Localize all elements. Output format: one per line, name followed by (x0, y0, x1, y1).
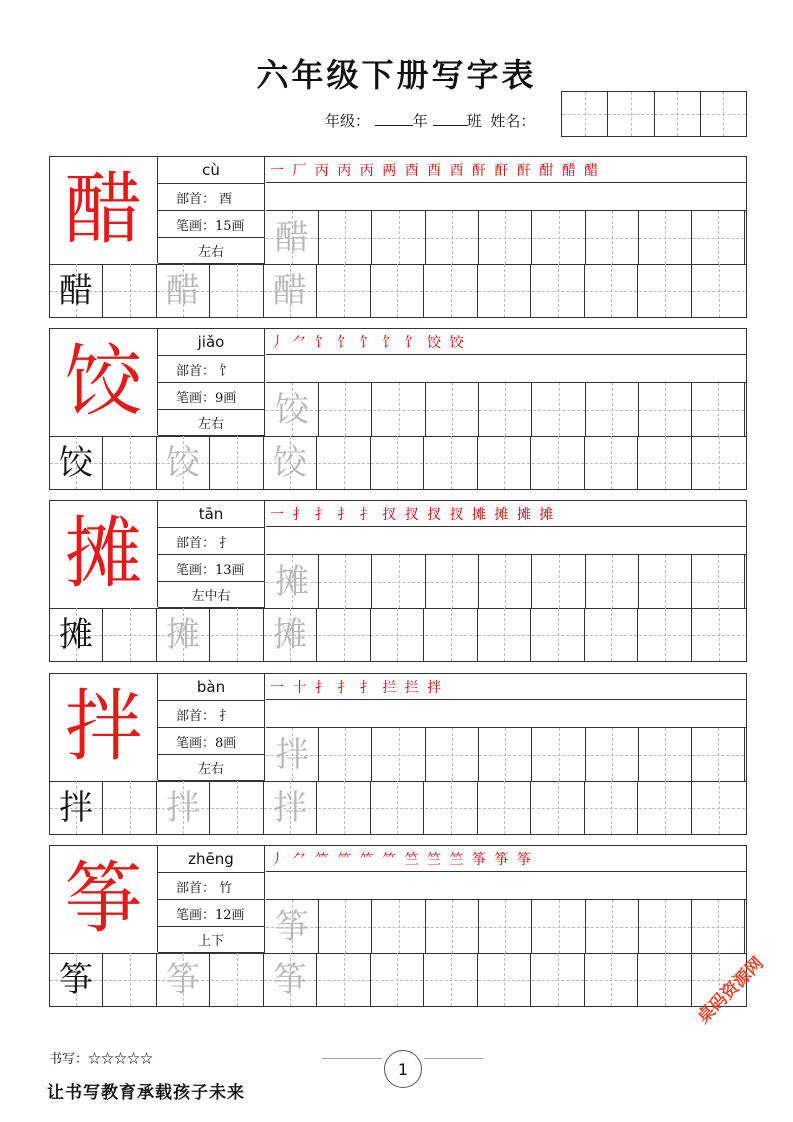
stroke-order: 一 厂 丙 丙 丙 两 酉 酉 酉 酐 酐 酐 酣 醋 醋 (266, 157, 746, 183)
practice-cell[interactable] (586, 555, 639, 608)
practice-cell[interactable] (426, 211, 479, 264)
practice-cell[interactable] (639, 264, 692, 317)
practice-cell[interactable] (478, 781, 531, 834)
trace-character: 饺 (166, 442, 200, 483)
practice-cell[interactable] (479, 211, 532, 264)
class-label: 班 (466, 112, 482, 130)
practice-cell[interactable] (533, 728, 586, 781)
class-blank[interactable] (433, 111, 467, 126)
practice-cell[interactable] (585, 781, 638, 834)
practice-cell[interactable] (533, 555, 586, 608)
sample-character: 拌 (59, 787, 93, 828)
model-character: 筝 (64, 854, 143, 944)
practice-cell[interactable] (264, 953, 317, 1006)
practice-cell[interactable] (157, 436, 210, 489)
stroke-count: 笔画：12画 (158, 900, 265, 927)
practice-cell[interactable] (319, 555, 372, 608)
practice-cell[interactable] (533, 211, 586, 264)
trace-character: 拌 (273, 787, 307, 828)
practice-cell[interactable] (639, 728, 692, 781)
practice-cell[interactable] (373, 900, 426, 953)
model-character: 拌 (64, 682, 143, 772)
practice-cell[interactable] (319, 383, 372, 436)
practice-cell[interactable] (425, 264, 478, 317)
pinyin: tān (158, 501, 265, 528)
pinyin: zhēng (158, 846, 265, 873)
practice-cell[interactable] (266, 728, 319, 781)
character-block (49, 328, 747, 490)
practice-cell[interactable] (104, 608, 157, 661)
practice-cell[interactable] (639, 953, 692, 1006)
practice-cell[interactable] (533, 900, 586, 953)
practice-cell[interactable] (585, 264, 638, 317)
practice-cell[interactable] (157, 608, 210, 661)
practice-cell[interactable] (211, 953, 264, 1006)
trace-character: 拌 (275, 734, 309, 775)
stroke-count: 笔画：13画 (158, 555, 265, 582)
practice-cell[interactable] (319, 211, 372, 264)
structure: 左中右 (158, 582, 265, 608)
practice-cell[interactable] (371, 436, 424, 489)
practice-cell[interactable] (371, 264, 424, 317)
structure: 左右 (158, 238, 265, 264)
practice-cell[interactable] (157, 953, 210, 1006)
sample-character: 摊 (59, 614, 93, 655)
practice-cell[interactable] (371, 781, 424, 834)
student-info (325, 110, 535, 131)
practice-cell[interactable] (479, 555, 532, 608)
practice-cell[interactable] (479, 728, 532, 781)
blank-row (266, 528, 746, 555)
practice-cell[interactable] (692, 211, 745, 264)
practice-cell[interactable] (264, 781, 317, 834)
practice-cell[interactable] (692, 728, 745, 781)
practice-cell[interactable] (425, 781, 478, 834)
page-title: 六年级下册写字表 (256, 56, 537, 94)
practice-cell[interactable] (639, 211, 692, 264)
practice-cell[interactable] (104, 781, 157, 834)
practice-cell[interactable] (692, 608, 745, 661)
trace-character: 摊 (275, 561, 309, 602)
model-character-cell (50, 674, 158, 780)
practice-cell[interactable] (532, 608, 585, 661)
practice-cell[interactable] (426, 900, 479, 953)
structure: 上下 (158, 927, 265, 953)
page-number: 1 (384, 1050, 422, 1088)
practice-cell[interactable] (478, 264, 531, 317)
practice-cell[interactable] (639, 781, 692, 834)
year-label: 年 (412, 112, 428, 130)
practice-cell[interactable] (50, 781, 103, 834)
grade-blank[interactable] (375, 111, 413, 126)
practice-cell[interactable] (319, 728, 372, 781)
practice-cell[interactable] (373, 383, 426, 436)
practice-cell[interactable] (373, 555, 426, 608)
practice-cell[interactable] (585, 608, 638, 661)
blank-row (266, 184, 746, 211)
stroke-order: 一 十 扌 扌 扌 拦 拦 拌 (266, 674, 746, 700)
pinyin: bàn (158, 674, 265, 701)
practice-cell[interactable] (318, 264, 371, 317)
stroke-count: 笔画：9画 (158, 383, 265, 410)
stroke-order: 丿 ⺈ 饣 饣 饣 饣 饣 饺 饺 (266, 329, 746, 355)
radical: 部首： 扌 (158, 528, 265, 555)
practice-cell[interactable] (532, 436, 585, 489)
trace-character: 筝 (273, 959, 307, 1000)
page-line-left (322, 1058, 382, 1059)
practice-cell[interactable] (692, 555, 745, 608)
practice-cell[interactable] (264, 608, 317, 661)
practice-cell[interactable] (426, 728, 479, 781)
practice-cell[interactable] (532, 781, 585, 834)
model-character-cell (50, 501, 158, 607)
sample-character: 筝 (59, 959, 93, 1000)
practice-cell[interactable] (318, 781, 371, 834)
radical: 部首： 饣 (158, 356, 265, 383)
stroke-count: 笔画：8画 (158, 728, 265, 755)
slogan: 让书写教育承载孩子未来 (47, 1083, 245, 1103)
character-block (49, 156, 747, 318)
practice-cell[interactable] (425, 436, 478, 489)
model-character: 摊 (64, 509, 143, 599)
model-character: 饺 (64, 337, 143, 427)
stroke-count: 笔画：15画 (158, 211, 265, 238)
practice-cell[interactable] (371, 953, 424, 1006)
trace-character: 饺 (275, 389, 309, 430)
page-line-right (424, 1058, 484, 1059)
practice-cell[interactable] (371, 608, 424, 661)
practice-cell[interactable] (266, 900, 319, 953)
practice-cell[interactable] (264, 264, 317, 317)
structure: 左右 (158, 755, 265, 781)
practice-cell[interactable] (586, 728, 639, 781)
character-block (49, 500, 747, 662)
blank-row (266, 873, 746, 900)
trace-character: 筝 (275, 906, 309, 947)
trace-character: 摊 (166, 614, 200, 655)
sample-character: 饺 (59, 442, 93, 483)
practice-cell[interactable] (478, 953, 531, 1006)
rating-stars: 书写：☆☆☆☆☆ (49, 1052, 154, 1067)
practice-cell[interactable] (639, 555, 692, 608)
practice-cell[interactable] (50, 436, 103, 489)
character-block (49, 673, 747, 835)
model-character-cell (50, 329, 158, 435)
practice-cell[interactable] (104, 264, 157, 317)
practice-cell[interactable] (264, 436, 317, 489)
sample-character: 醋 (59, 270, 93, 311)
practice-cell[interactable] (319, 900, 372, 953)
blank-row (266, 356, 746, 383)
radical: 部首： 扌 (158, 701, 265, 728)
practice-cell[interactable] (318, 608, 371, 661)
practice-cell[interactable] (639, 608, 692, 661)
trace-character: 摊 (273, 614, 307, 655)
stroke-order: 一 扌 扌 扌 扌 扠 扠 扠 扠 摊 摊 摊 摊 (266, 501, 746, 527)
name-grid[interactable] (561, 91, 747, 137)
radical: 部首： 竹 (158, 873, 265, 900)
practice-cell[interactable] (266, 211, 319, 264)
practice-cell[interactable] (479, 383, 532, 436)
practice-cell[interactable] (585, 953, 638, 1006)
practice-cell[interactable] (211, 781, 264, 834)
pinyin: cù (158, 157, 265, 184)
practice-cell[interactable] (692, 900, 745, 953)
practice-cell[interactable] (639, 436, 692, 489)
model-character-cell (50, 157, 158, 263)
practice-cell[interactable] (478, 436, 531, 489)
practice-cell[interactable] (586, 211, 639, 264)
practice-cell[interactable] (211, 608, 264, 661)
practice-cell[interactable] (692, 383, 745, 436)
model-character: 醋 (64, 165, 143, 255)
practice-cell[interactable] (425, 608, 478, 661)
trace-character: 饺 (273, 442, 307, 483)
watermark: 桌码资源网 (693, 953, 768, 1028)
practice-cell[interactable] (639, 900, 692, 953)
trace-character: 筝 (166, 959, 200, 1000)
practice-cell[interactable] (373, 211, 426, 264)
practice-cell[interactable] (50, 953, 103, 1006)
stroke-order: 丿 ⺈ ⺮ ⺮ ⺮ ⺮ 竺 竺 竺 筝 筝 筝 (266, 846, 746, 872)
practice-cell[interactable] (532, 953, 585, 1006)
trace-character: 醋 (275, 217, 309, 258)
blank-row (266, 701, 746, 728)
practice-cell[interactable] (104, 436, 157, 489)
practice-cell[interactable] (692, 436, 745, 489)
pinyin: jiǎo (158, 329, 265, 356)
practice-cell[interactable] (532, 264, 585, 317)
trace-character: 醋 (166, 270, 200, 311)
structure: 左右 (158, 410, 265, 436)
practice-cell[interactable] (373, 728, 426, 781)
practice-cell[interactable] (266, 383, 319, 436)
practice-cell[interactable] (478, 608, 531, 661)
practice-cell[interactable] (692, 264, 745, 317)
trace-character: 拌 (166, 787, 200, 828)
practice-cell[interactable] (318, 436, 371, 489)
radical: 部首： 酉 (158, 184, 265, 211)
model-character-cell (50, 846, 158, 952)
practice-cell[interactable] (586, 900, 639, 953)
trace-character: 醋 (273, 270, 307, 311)
practice-cell[interactable] (692, 781, 745, 834)
practice-cell[interactable] (50, 608, 103, 661)
practice-cell[interactable] (318, 953, 371, 1006)
practice-cell[interactable] (426, 383, 479, 436)
practice-cell[interactable] (585, 436, 638, 489)
practice-cell[interactable] (639, 383, 692, 436)
character-block (49, 845, 747, 1007)
practice-cell[interactable] (104, 953, 157, 1006)
practice-cell[interactable] (479, 900, 532, 953)
name-label: 姓名： (490, 112, 536, 130)
practice-cell[interactable] (426, 555, 479, 608)
practice-cell[interactable] (211, 264, 264, 317)
practice-cell[interactable] (157, 264, 210, 317)
practice-cell[interactable] (157, 781, 210, 834)
practice-cell[interactable] (425, 953, 478, 1006)
grade-label: 年级： (325, 112, 371, 130)
practice-cell[interactable] (211, 436, 264, 489)
practice-cell[interactable] (50, 264, 103, 317)
practice-cell[interactable] (533, 383, 586, 436)
practice-cell[interactable] (586, 383, 639, 436)
practice-cell[interactable] (266, 555, 319, 608)
